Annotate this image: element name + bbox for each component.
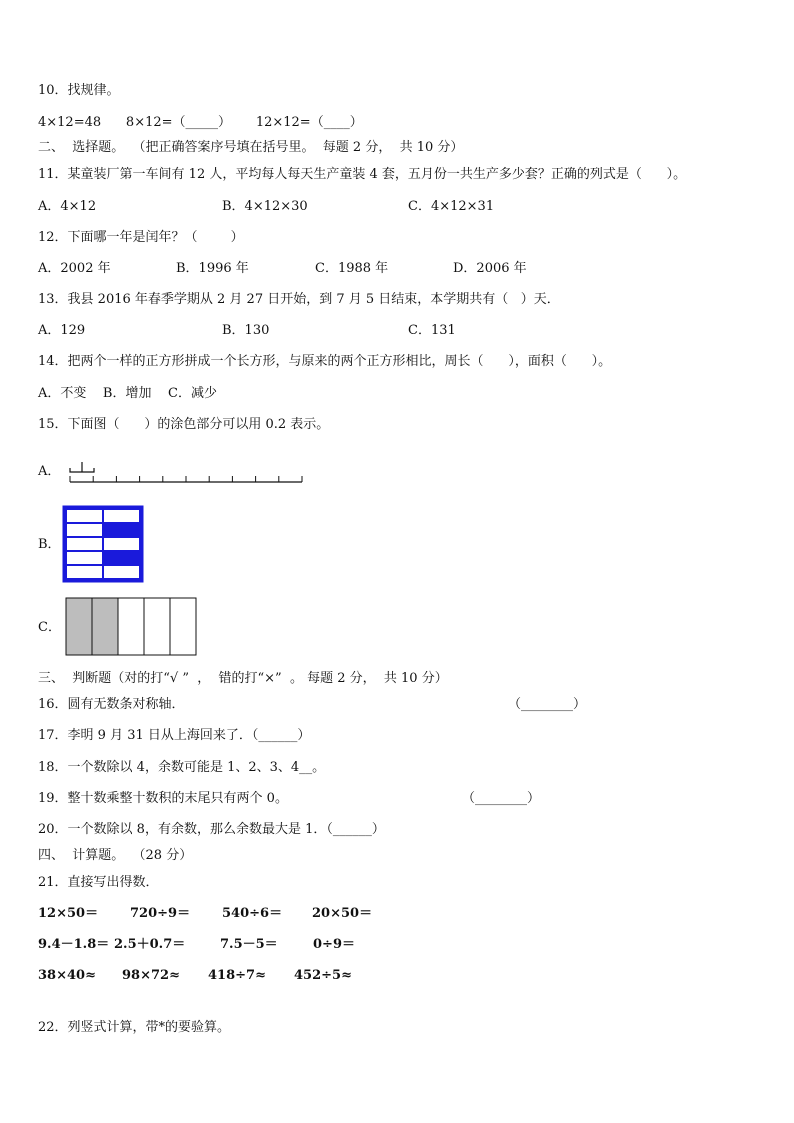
calc-2-1: 9.4－1.8＝	[38, 937, 110, 952]
calc-3-2: 98×72≈	[122, 968, 180, 983]
grid-cell	[67, 552, 102, 564]
grid-cell	[104, 538, 139, 550]
q12-option-d: D．2006 年	[453, 261, 527, 276]
question-11: 11．某童装厂第一车间有 12 人，平均每人每天生产童装 4 套，五月份一共生产多少套？正确的列式是（ ）。	[38, 167, 687, 182]
calc-2-4: 0÷9＝	[313, 937, 355, 952]
question-19: 19．整十数乘整十数积的末尾只有两个 0。	[38, 791, 288, 806]
figure-a-label: A．	[38, 464, 61, 479]
question-10-pattern: 4×12=48 8×12=（_____） 12×12=（____）	[38, 115, 363, 130]
grid-cell	[104, 566, 139, 578]
q12-option-b: B．1996 年	[176, 261, 249, 276]
figure-a-number-line	[66, 454, 306, 488]
figure-c-strip	[65, 597, 199, 657]
calc-1-3: 540÷6＝	[222, 906, 283, 921]
bracket-mark	[70, 462, 94, 472]
grid-cell	[104, 510, 139, 522]
q11-option-a: A．4×12	[38, 199, 97, 214]
question-18: 18．一个数除以 4，余数可能是 1、2、3、4__。	[38, 760, 326, 775]
grid-cell	[67, 566, 102, 578]
grid-cell	[67, 538, 102, 550]
calc-1-4: 20×50＝	[312, 906, 373, 921]
grid-cell-shaded	[104, 552, 139, 564]
q12-option-a: A．2002 年	[38, 261, 111, 276]
q14-options: A．不变 B．增加 C．减少	[38, 386, 217, 401]
calc-1-1: 12×50＝	[38, 906, 99, 921]
question-13: 13．我县 2016 年春季学期从 2 月 27 日开始，到 7 月 5 日结束，本学期共有（ ）天．	[38, 292, 560, 307]
strip-column-shaded	[92, 598, 118, 655]
grid-cell-shaded	[104, 524, 139, 536]
question-16: 16．圆有无数条对称轴．	[38, 697, 185, 712]
question-21: 21．直接写出得数．	[38, 875, 159, 890]
q13-option-a: A．129	[38, 323, 86, 338]
grid-cell	[67, 524, 102, 536]
strip-column	[170, 598, 196, 655]
strip-column	[144, 598, 170, 655]
figure-b-grid	[61, 504, 145, 584]
calc-2-2: 2.5＋0.7＝	[114, 937, 186, 952]
question-17: 17．李明 9 月 31 日从上海回来了．（______）	[38, 728, 311, 743]
q13-option-b: B．130	[222, 323, 270, 338]
strip-column-shaded	[66, 598, 92, 655]
figure-c-label: C．	[38, 620, 61, 635]
question-22: 22．列竖式计算，带*的要验算。	[38, 1020, 231, 1035]
calc-3-1: 38×40≈	[38, 968, 96, 983]
grid-cell	[67, 510, 102, 522]
question-14: 14．把两个一样的正方形拼成一个长方形，与原来的两个正方形相比，周长（ ），面积（ ）。	[38, 354, 612, 369]
section-2-heading: 二、 选择题。 （把正确答案序号填在括号里。 每题 2 分， 共 10 分）	[38, 140, 464, 155]
strip-column	[118, 598, 144, 655]
section-4-heading: 四、 计算题。 （28 分）	[38, 848, 193, 863]
question-15: 15．下面图（ ）的涂色部分可以用 0.2 表示。	[38, 417, 330, 432]
calc-2-3: 7.5－5＝	[220, 937, 278, 952]
calc-1-2: 720÷9＝	[130, 906, 191, 921]
question-10: 10．找规律。	[38, 83, 120, 98]
q11-option-b: B．4×12×30	[222, 199, 308, 214]
question-12: 12．下面哪一年是闰年？（ ）	[38, 230, 244, 245]
q16-answer-blank: （________）	[508, 697, 587, 712]
q19-answer-blank: （________）	[462, 791, 541, 806]
question-20: 20．一个数除以 8，有余数，那么余数最大是 1．（______）	[38, 822, 385, 837]
calc-3-4: 452÷5≈	[294, 968, 352, 983]
q12-option-c: C．1988 年	[315, 261, 389, 276]
figure-b-label: B．	[38, 537, 61, 552]
section-3-heading: 三、 判断题（对的打“√ ” ， 错的打“×” 。 每题 2 分， 共 10 分）	[38, 671, 448, 686]
calc-3-3: 418÷7≈	[208, 968, 266, 983]
q13-option-c: C．131	[408, 323, 456, 338]
q11-option-c: C．4×12×31	[408, 199, 495, 214]
